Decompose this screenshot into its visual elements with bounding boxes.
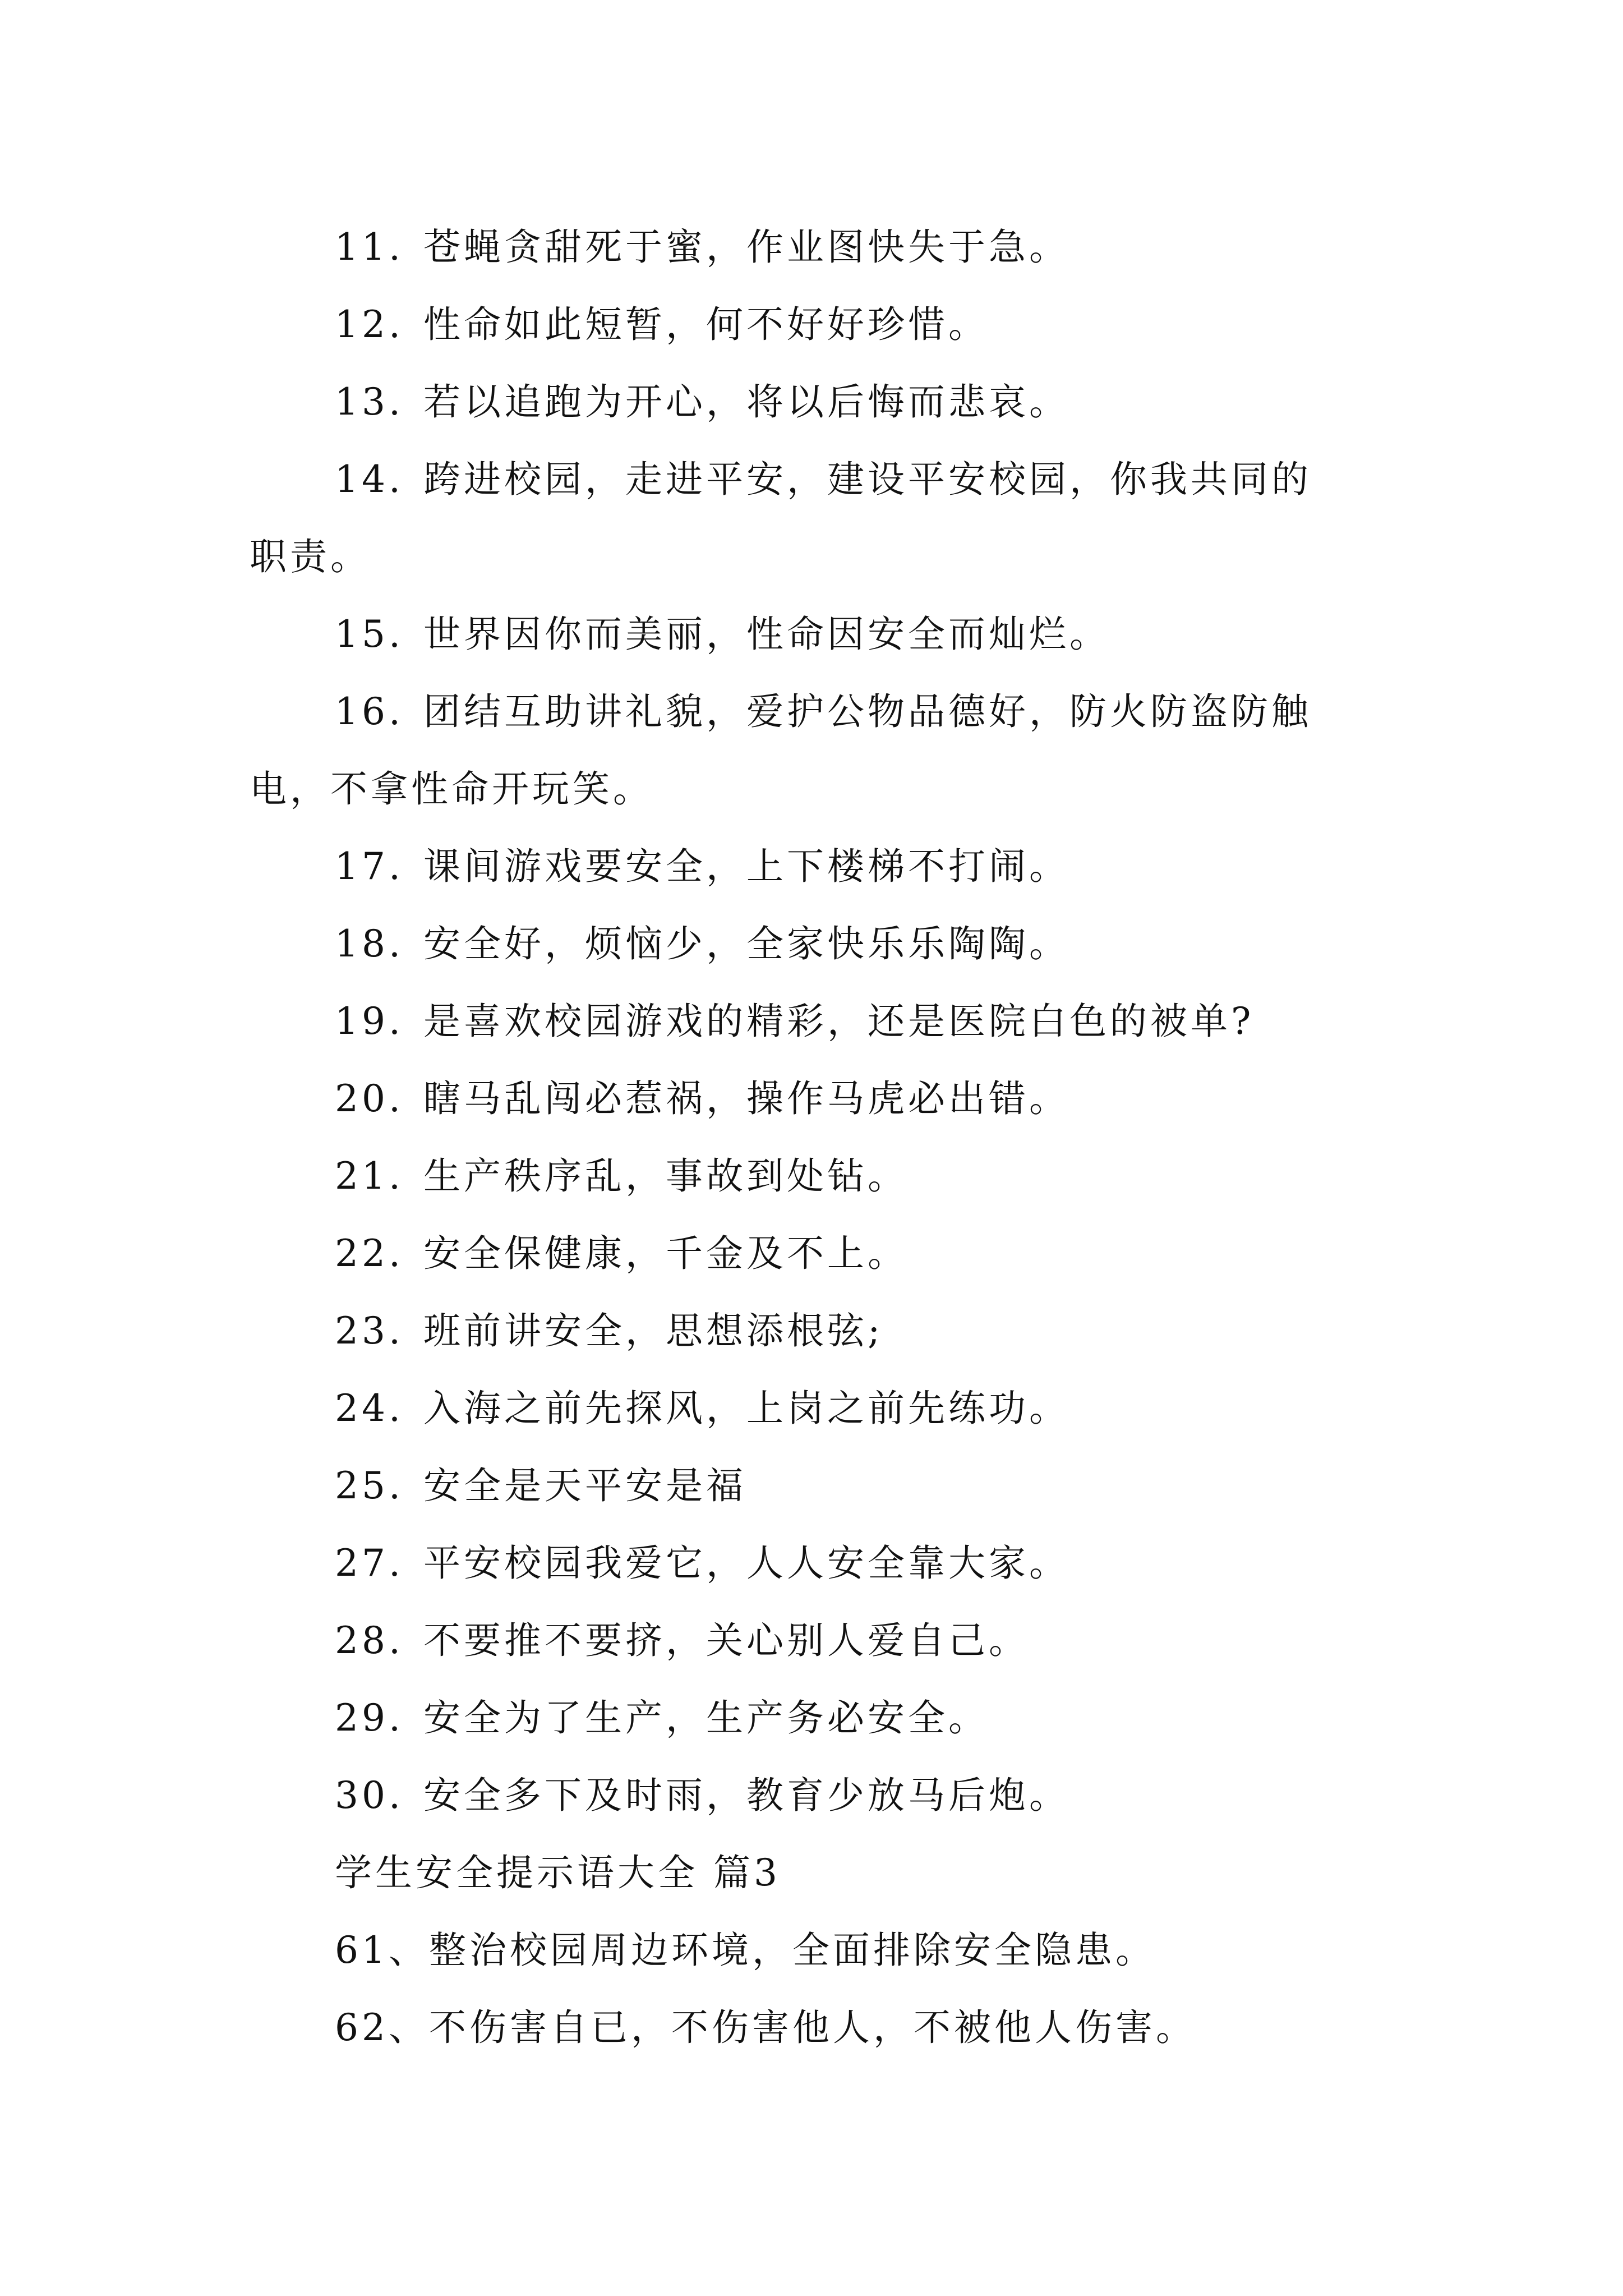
item-number: 27.: [335, 1542, 404, 1585]
document-body: [250, 209, 1382, 2067]
item-text: 若以追跑为开心，将以后悔而悲哀。: [423, 380, 1069, 424]
item-number: 16.: [335, 690, 404, 733]
item-number: 18.: [335, 922, 404, 965]
item-text: 性命如此短暂，何不好好珍惜。: [423, 303, 989, 346]
list-item: [250, 209, 1382, 286]
item-number: 17.: [335, 845, 404, 888]
item-number: 28.: [335, 1619, 404, 1662]
list-item: [250, 1757, 1382, 1834]
item-text: 是喜欢校园游戏的精彩，还是医院白色的被单?: [423, 1000, 1255, 1043]
item-text: 班前讲安全，思想添根弦;: [423, 1309, 884, 1352]
list-item: [250, 1912, 1382, 1989]
item-text: 安全多下及时雨，教育少放马后炮。: [423, 1774, 1069, 1817]
item-text: 苍蝇贪甜死于蜜，作业图快失于急。: [423, 226, 1069, 269]
item-number: 23.: [335, 1309, 404, 1352]
item-number: 12.: [335, 303, 404, 346]
item-number: 13.: [335, 380, 404, 424]
list-item: [250, 828, 1382, 905]
section-heading: 学生安全提示语大全 篇3: [335, 1851, 781, 1894]
list-item: [250, 596, 1382, 673]
item-text: 平安校园我爱它，人人安全靠大家。: [423, 1542, 1069, 1585]
item-text: 安全为了生产，生产务必安全。: [423, 1696, 989, 1740]
item-number: 22.: [335, 1232, 404, 1275]
item-text: 瞎马乱闯必惹祸，操作马虎必出错。: [423, 1077, 1069, 1120]
item-number: 19.: [335, 1000, 404, 1043]
list-item: [250, 1989, 1382, 2067]
item-text: 安全保健康，千金及不上。: [423, 1232, 908, 1275]
list-item: [250, 1680, 1382, 1757]
item-text: 安全好，烦恼少，全家快乐乐陶陶。: [423, 922, 1069, 965]
item-text: 课间游戏要安全，上下楼梯不打闹。: [423, 845, 1069, 888]
item-text: 入海之前先探风，上岗之前先练功。: [423, 1387, 1069, 1430]
list-item: [250, 1525, 1382, 1602]
item-number: 62、: [335, 2006, 429, 2049]
item-text: 安全是天平安是福: [423, 1464, 746, 1507]
list-item: [250, 441, 1382, 518]
item-number: 25.: [335, 1464, 404, 1507]
item-text: 团结互助讲礼貌，爱护公物品德好，防火防盗防触: [423, 690, 1312, 733]
list-item: [250, 1215, 1382, 1292]
item-number: 29.: [335, 1696, 404, 1740]
item-number: 30.: [335, 1774, 404, 1817]
list-item: [250, 1060, 1382, 1138]
list-item: [250, 286, 1382, 364]
item-number: 61、: [335, 1929, 429, 1972]
list-item: [250, 1602, 1382, 1680]
list-item: [250, 1138, 1382, 1215]
item-number: 11.: [335, 226, 404, 269]
list-item-continuation: 职责。: [250, 535, 371, 578]
item-text: 不伤害自已，不伤害他人，不被他人伤害。: [428, 2006, 1196, 2049]
item-text: 生产秩序乱，事故到处钻。: [423, 1154, 908, 1198]
item-number: 21.: [335, 1154, 404, 1198]
list-item: [250, 364, 1382, 441]
item-number: 15.: [335, 613, 404, 656]
list-item: [250, 1447, 1382, 1525]
list-item: [250, 1292, 1382, 1370]
item-text: 跨进校园，走进平安，建设平安校园，你我共同的: [423, 458, 1312, 501]
item-text: 世界因你而美丽，性命因安全而灿烂。: [423, 613, 1110, 656]
item-number: 20.: [335, 1077, 404, 1120]
list-item: [250, 983, 1382, 1060]
item-number: 24.: [335, 1387, 404, 1430]
list-item: [250, 905, 1382, 983]
item-text: 整治校园周边环境，全面排除安全隐患。: [428, 1929, 1156, 1972]
list-item: [250, 1370, 1382, 1447]
item-number: 14.: [335, 458, 404, 501]
list-item-continuation: 电，不拿性命开玩笑。: [250, 767, 653, 811]
item-text: 不要推不要挤，关心别人爱自己。: [423, 1619, 1029, 1662]
list-item: [250, 673, 1382, 751]
